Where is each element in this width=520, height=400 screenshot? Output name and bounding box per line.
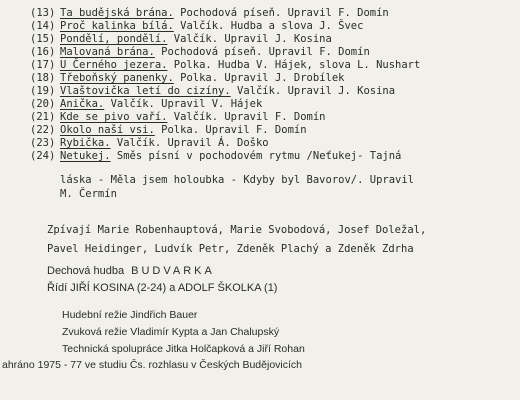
band-prefix: Dechová hudba (47, 265, 125, 277)
track-text (60, 150, 401, 163)
track-24-continuation (60, 173, 414, 201)
singers-line-2: Pavel Heidinger, Ludvík Petr, Zdeněk Plachý a Zdeněk Zdrha (47, 243, 414, 255)
track-title: Okolo naší vsi. (60, 124, 155, 136)
track-details: Polka. Upravil J. Drobílek (173, 72, 345, 84)
track-text (60, 20, 363, 33)
track-text (60, 72, 344, 85)
track-title: Anička. (60, 98, 105, 110)
track-text (60, 33, 332, 46)
track-details: Valčík. Upravil J. Kosina (167, 33, 332, 45)
credit-music-direction: Hudební režie Jindřich Bauer (62, 309, 198, 321)
track-details: Valčík. Upravil Á. Doško (110, 137, 269, 149)
track-title: U Černého jezera. (60, 59, 168, 71)
track-title: Pondělí, pondělí. (60, 33, 168, 45)
track-number: (17) (30, 59, 56, 71)
track-details: Valčík. Upravil J. Kosina (230, 85, 396, 97)
track-text (60, 137, 269, 150)
recording-info: ahráno 1975 - 77 ve studiu Čs. rozhlasu v Českých Budějovicích (2, 359, 302, 371)
track-number: (13) (30, 7, 56, 19)
track-number: (18) (30, 72, 56, 84)
singers-line-1: Zpívají Marie Robenhauptová, Marie Svobodová, Josef Doležal, (47, 224, 427, 236)
track-details: Polka. Upravil F. Domín (154, 124, 307, 136)
track-number: (21) (30, 111, 56, 123)
singers-block (47, 221, 426, 259)
credits-block (62, 307, 305, 358)
credit-technical: Technická spolupráce Jitka Holčapková a Jiří Rohan (62, 343, 305, 355)
track-details: Valčík. Upravil V. Hájek (104, 98, 263, 110)
track-text (60, 111, 326, 124)
track-24-line-3: M. Čermín (60, 188, 117, 200)
track-number: (22) (30, 124, 56, 136)
band-leaders: Řídí JIŘÍ KOSINA (2-24) a ADOLF ŠKOLKA (1) (47, 282, 278, 294)
track-details: Pochodová píseň. Upravil F. Domín (154, 46, 370, 58)
track-details: Pochodová píseň. Upravil F. Domín (173, 7, 389, 19)
track-details: Polka. Hudba V. Hájek, slova L. Nushart (167, 59, 421, 71)
track-details: Směs písní v pochodovém rytmu /Neťukej- Tajná (110, 150, 402, 162)
track-number: (20) (30, 98, 56, 110)
band-line (47, 263, 277, 280)
track-number: (19) (30, 85, 56, 97)
track-title: Malovaná brána. (60, 46, 155, 58)
track-24-line-2: láska - Měla jsem holoubka - Kdyby byl Bavorov/. Upravil (60, 174, 415, 186)
track-details: Valčík. Upravil F. Domín (167, 111, 326, 123)
track-title: Proč kalinka bílá. (60, 20, 174, 32)
track-title: Rybička. (60, 137, 111, 149)
track-title: Vlaštovička letí do cizíny. (60, 85, 231, 97)
track-text (60, 85, 395, 98)
track-text (60, 59, 420, 72)
track-details: Valčík. Hudba a slova J. Švec (173, 20, 364, 32)
track-text (60, 98, 262, 111)
credit-sound-direction: Zvuková režie Vladimír Kypta a Jan Chalupský (62, 326, 280, 338)
track-text (60, 7, 389, 20)
band-block (47, 263, 277, 297)
band-name: BUDVARKA (131, 265, 215, 277)
track-title: Kde se pivo vaří. (60, 111, 168, 123)
track-number: (16) (30, 46, 56, 58)
track-number: (15) (30, 33, 56, 45)
track-number: (14) (30, 20, 56, 32)
track-text (60, 46, 370, 59)
track-title: Ta budějská brána. (60, 7, 174, 19)
track-title: Třeboňský panenky. (60, 72, 174, 84)
track-text (60, 124, 307, 137)
track-number: (24) (30, 150, 56, 162)
track-number: (23) (30, 137, 56, 149)
track-title: Netukej. (60, 150, 111, 162)
